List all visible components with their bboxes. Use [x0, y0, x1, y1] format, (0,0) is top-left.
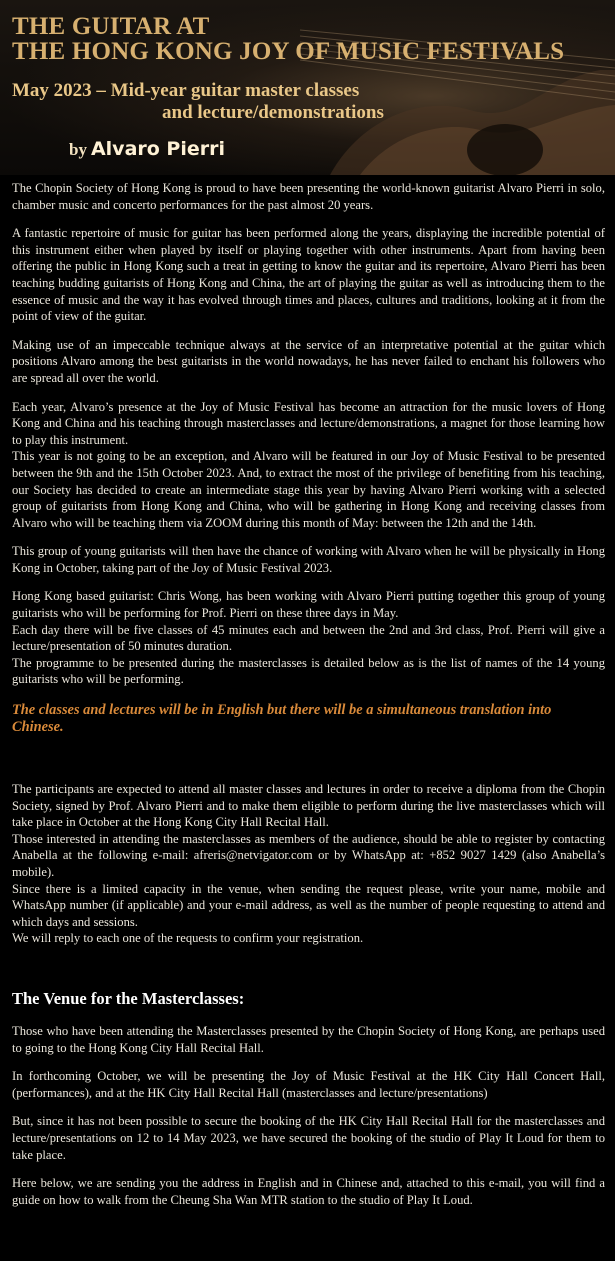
paragraph-participants: The participants are expected to attend all master classes and lectures in order to receive a diploma from the Chopin Society, signed by Prof. Alvaro Pierri and to make them eligible to perform during the live masterclasses which will take place in October at the Hong Kong City Hall Recital Hall.: [12, 782, 605, 830]
paragraph-programme: The programme to be presented during the masterclasses is detailed below as is the list of names of the 14 young guitarists who will be performing.: [12, 655, 605, 687]
header-banner: [0, 0, 615, 175]
title-line-2: THE HONG KONG JOY OF MUSIC FESTIVALS: [12, 38, 565, 65]
venue-heading: The Venue for the Masterclasses:: [12, 988, 245, 1008]
paragraph-venue-october: In forthcoming October, we will be presenting the Joy of Music Festival at the HK City Hall Concert Hall, (performances), and at the HK City Hall Recital Hall (masterclasses and lecture/presentations): [12, 1069, 605, 1100]
paragraph-this-year: This year is not going to be an exception, and Alvaro will be featured in our Joy of Music Festival to be presented between the 9th and the 15th October 2023. And, to extract the most of the privilege of benefiting from his teaching, our Society has decided to create an intermediate stage this year by having Alvaro Pierri working with a selected group of guitarists from Hong Kong and China, who will be gathering in Hong Kong and receiving classes from Alvaro who will be teaching them via ZOOM during this month of May: between the 12th and the 14th.: [12, 449, 605, 530]
subtitle-line-1: May 2023 – Mid-year guitar master classes: [12, 80, 360, 101]
author-name: Alvaro Pierri: [90, 138, 226, 160]
paragraph-reply: We will reply to each one of the requests to confirm your registration.: [12, 931, 364, 946]
paragraph-intro: The Chopin Society of Hong Kong is proud to have been presenting the world-known guitarist Alvaro Pierri in solo, chamber music and concerto performances for the past almost 20 years.: [12, 181, 605, 212]
page-title: [12, 14, 564, 64]
paragraph-venue-play-it-loud: But, since it has not been possible to secure the booking of the HK City Hall Recital Hall for the masterclasses and lecture/presentations on 12 to 14 May 2023, we have secured the booking of the studio of Play It Loud for them to take place.: [12, 1114, 605, 1162]
paragraph-young-guitarists: This group of young guitarists will then have the chance of working with Alvaro when he will be physically in Hong Kong in October, taking part of the Joy of Music Festival 2023.: [12, 544, 605, 575]
article-body: [12, 180, 605, 1208]
paragraph-venue-address: Here below, we are sending you the address in English and in Chinese and, attached to this e-mail, you will find a guide on how to walk from the Cheung Sha Wan MTR station to the studio of Play It Loud.: [12, 1176, 605, 1207]
subtitle-line-2: and lecture/demonstrations: [162, 102, 384, 123]
title-line-1: THE GUITAR AT: [12, 13, 210, 40]
paragraph-registration: Those interested in attending the masterclasses as members of the audience, should be able to register by contacting Anabella at the following e-mail: afreris@netvigator.com or by WhatsApp at: +852 9027 1429 (also Anabella’s mobile).: [12, 831, 605, 879]
paragraph-festival: Each year, Alvaro’s presence at the Joy of Music Festival has become an attraction for the music lovers of Hong Kong and China and his teaching through masterclasses and lecture/demonstrations, a magnet for those learning how to play this instrument.: [12, 399, 605, 447]
page-subtitle: [12, 80, 384, 124]
byline: [69, 138, 225, 160]
paragraph-capacity: Since there is a limited capacity in the venue, when sending the request please, write your name, mobile and WhatsApp number (if applicable) and your e-mail address, as well as the number of people requesting to attend and which days and sessions.: [12, 881, 605, 929]
byline-by: by: [69, 140, 87, 159]
paragraph-venue-past: Those who have been attending the Masterclasses presented by the Chopin Society of Hong Kong, are perhaps used to going to the Hong Kong City Hall Recital Hall.: [12, 1023, 605, 1055]
paragraph-technique: Making use of an impeccable technique always at the service of an interpretative potential at the guitar which positions Alvaro among the best guitarists in the world nowadays, he has never failed to enchant his followers who are spread all over the world.: [12, 337, 605, 385]
paragraph-repertoire: A fantastic repertoire of music for guitar has been performed along the years, displaying the incredible potential of this instrument either when played by itself or playing together with other instruments. Apart from having been offering the public in Hong Kong such a treat in getting to know the guitar and its repertoire, Alvaro Pierri has been teaching budding guitarists of Hong Kong and China, the art of playing the guitar as well as introducing them to the essence of music and the way it has evolved through times and places, cultures and traditions, looking at it from the point of view of the guitar.: [12, 226, 605, 324]
paragraph-classes: Each day there will be five classes of 45 minutes each and between the 2nd and 3rd class, Prof. Pierri will give a lecture/presentation of 50 minutes duration.: [12, 622, 605, 654]
language-notice: The classes and lectures will be in English but there will be a simultaneous translation into Chinese.: [12, 702, 552, 736]
paragraph-chris-wong: Hong Kong based guitarist: Chris Wong, has been working with Alvaro Pierri putting together this group of young guitarists who will be performing for Prof. Pierri on these three days in May.: [12, 589, 605, 621]
